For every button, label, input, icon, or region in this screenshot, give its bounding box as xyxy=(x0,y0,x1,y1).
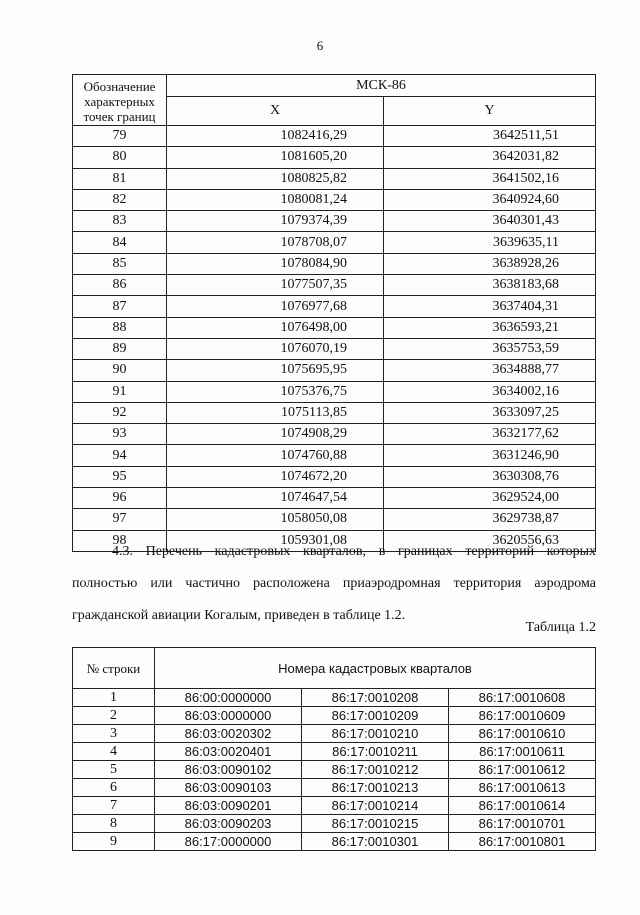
y-coordinate-cell: 3632177,62 xyxy=(384,424,596,445)
y-coordinate-cell: 3633097,25 xyxy=(384,402,596,423)
point-cell: 91 xyxy=(73,381,167,402)
table-row xyxy=(73,797,596,815)
header-x: X xyxy=(167,97,384,126)
row-number-cell: 5 xyxy=(73,761,155,779)
header-coordinate-system: МСК-86 xyxy=(167,75,596,97)
point-cell: 98 xyxy=(73,530,167,551)
row-number-cell: 3 xyxy=(73,725,155,743)
point-cell: 84 xyxy=(73,232,167,253)
y-coordinate-cell: 3634888,77 xyxy=(384,360,596,381)
cadastral-number-cell: 86:17:0010210 xyxy=(302,725,449,743)
y-coordinate-cell: 3629524,00 xyxy=(384,488,596,509)
x-coordinate-cell: 1075695,95 xyxy=(167,360,384,381)
x-coordinate-cell: 1080825,82 xyxy=(167,168,384,189)
y-coordinate-cell: 3629738,87 xyxy=(384,509,596,530)
x-coordinate-cell: 1082416,29 xyxy=(167,126,384,147)
y-coordinate-cell: 3620556,63 xyxy=(384,530,596,551)
cadastral-number-cell: 86:17:0010212 xyxy=(302,761,449,779)
table-row xyxy=(73,761,596,779)
table-row xyxy=(73,743,596,761)
cadastral-number-cell: 86:17:0010301 xyxy=(302,833,449,851)
table-row xyxy=(73,466,596,487)
point-cell: 89 xyxy=(73,338,167,359)
table-row xyxy=(73,689,596,707)
point-cell: 86 xyxy=(73,275,167,296)
cadastral-number-cell: 86:17:0010612 xyxy=(449,761,596,779)
cadastral-number-cell: 86:17:0010801 xyxy=(449,833,596,851)
cadastral-number-cell: 86:17:0000000 xyxy=(155,833,302,851)
y-coordinate-cell: 3641502,16 xyxy=(384,168,596,189)
cadastral-number-cell: 86:03:0090201 xyxy=(155,797,302,815)
point-cell: 94 xyxy=(73,445,167,466)
table-row xyxy=(73,253,596,274)
x-coordinate-cell: 1080081,24 xyxy=(167,189,384,210)
cadastral-number-cell: 86:17:0010609 xyxy=(449,707,596,725)
paragraph-text: 4.3. Перечень кадастровых кварталов, в границах территорий которых полностью или частично расположена приаэродромная территория аэродрома гражданской авиации Когалым, приведен в таблице 1.2. xyxy=(72,544,596,623)
x-coordinate-cell: 1078084,90 xyxy=(167,253,384,274)
x-coordinate-cell: 1058050,08 xyxy=(167,509,384,530)
x-coordinate-cell: 1074760,88 xyxy=(167,445,384,466)
y-coordinate-cell: 3642511,51 xyxy=(384,126,596,147)
cadastral-number-cell: 86:17:0010610 xyxy=(449,725,596,743)
x-coordinate-cell: 1075113,85 xyxy=(167,402,384,423)
y-coordinate-cell: 3636593,21 xyxy=(384,317,596,338)
header-y: Y xyxy=(384,97,596,126)
row-number-cell: 9 xyxy=(73,833,155,851)
table-row xyxy=(73,725,596,743)
table-row xyxy=(73,424,596,445)
table-row xyxy=(73,488,596,509)
x-coordinate-cell: 1078708,07 xyxy=(167,232,384,253)
cadastral-number-cell: 86:17:0010209 xyxy=(302,707,449,725)
cadastral-number-cell: 86:17:0010613 xyxy=(449,779,596,797)
cadastral-number-cell: 86:17:0010211 xyxy=(302,743,449,761)
table-row xyxy=(73,833,596,851)
y-coordinate-cell: 3631246,90 xyxy=(384,445,596,466)
point-cell: 82 xyxy=(73,189,167,210)
cadastral-number-cell: 86:03:0020302 xyxy=(155,725,302,743)
table-row xyxy=(73,402,596,423)
cadastral-table-body xyxy=(73,689,596,851)
cadastral-number-cell: 86:03:0090103 xyxy=(155,779,302,797)
x-coordinate-cell: 1076977,68 xyxy=(167,296,384,317)
cadastral-number-cell: 86:17:0010213 xyxy=(302,779,449,797)
table-row xyxy=(73,338,596,359)
table-row xyxy=(73,232,596,253)
cadastral-number-cell: 86:17:0010208 xyxy=(302,689,449,707)
page-number: 6 xyxy=(316,38,324,53)
table-row xyxy=(73,445,596,466)
table-row xyxy=(73,779,596,797)
cadastral-number-cell: 86:17:0010215 xyxy=(302,815,449,833)
cadastral-number-cell: 86:00:0000000 xyxy=(155,689,302,707)
point-cell: 93 xyxy=(73,424,167,445)
cadastral-number-cell: 86:17:0010701 xyxy=(449,815,596,833)
header-cadastral-quarters: Номера кадастровых кварталов xyxy=(155,648,596,689)
row-number-cell: 2 xyxy=(73,707,155,725)
x-coordinate-cell: 1081605,20 xyxy=(167,147,384,168)
coordinates-table-body xyxy=(73,126,596,552)
table-row xyxy=(73,707,596,725)
cadastral-number-cell: 86:03:0090102 xyxy=(155,761,302,779)
row-number-cell: 6 xyxy=(73,779,155,797)
x-coordinate-cell: 1076498,00 xyxy=(167,317,384,338)
table-row xyxy=(73,381,596,402)
cadastral-number-cell: 86:17:0010614 xyxy=(449,797,596,815)
table-row xyxy=(73,360,596,381)
x-coordinate-cell: 1074647,54 xyxy=(167,488,384,509)
cadastral-number-cell: 86:17:0010611 xyxy=(449,743,596,761)
cadastral-quarters-table xyxy=(72,647,596,851)
row-number-cell: 4 xyxy=(73,743,155,761)
point-cell: 81 xyxy=(73,168,167,189)
cadastral-number-cell: 86:03:0090203 xyxy=(155,815,302,833)
header-point-designation: Обозначение характерных точек границ xyxy=(73,75,167,126)
y-coordinate-cell: 3640924,60 xyxy=(384,189,596,210)
cadastral-number-cell: 86:17:0010608 xyxy=(449,689,596,707)
y-coordinate-cell: 3639635,11 xyxy=(384,232,596,253)
point-cell: 87 xyxy=(73,296,167,317)
table-row xyxy=(73,509,596,530)
table-row xyxy=(73,275,596,296)
point-cell: 80 xyxy=(73,147,167,168)
table-row xyxy=(73,317,596,338)
point-cell: 83 xyxy=(73,211,167,232)
point-cell: 90 xyxy=(73,360,167,381)
table-row xyxy=(73,211,596,232)
row-number-cell: 1 xyxy=(73,689,155,707)
x-coordinate-cell: 1077507,35 xyxy=(167,275,384,296)
point-cell: 96 xyxy=(73,488,167,509)
x-coordinate-cell: 1075376,75 xyxy=(167,381,384,402)
x-coordinate-cell: 1076070,19 xyxy=(167,338,384,359)
y-coordinate-cell: 3642031,82 xyxy=(384,147,596,168)
y-coordinate-cell: 3634002,16 xyxy=(384,381,596,402)
y-coordinate-cell: 3635753,59 xyxy=(384,338,596,359)
coordinates-table xyxy=(72,74,596,552)
x-coordinate-cell: 1074672,20 xyxy=(167,466,384,487)
point-cell: 79 xyxy=(73,126,167,147)
y-coordinate-cell: 3640301,43 xyxy=(384,211,596,232)
point-cell: 85 xyxy=(73,253,167,274)
x-coordinate-cell: 1074908,29 xyxy=(167,424,384,445)
table-row xyxy=(73,126,596,147)
y-coordinate-cell: 3638183,68 xyxy=(384,275,596,296)
y-coordinate-cell: 3637404,31 xyxy=(384,296,596,317)
x-coordinate-cell: 1079374,39 xyxy=(167,211,384,232)
cadastral-number-cell: 86:17:0010214 xyxy=(302,797,449,815)
row-number-cell: 8 xyxy=(73,815,155,833)
point-cell: 88 xyxy=(73,317,167,338)
table-caption: Таблица 1.2 xyxy=(525,620,596,635)
point-cell: 95 xyxy=(73,466,167,487)
paragraph-4-3 xyxy=(72,536,596,632)
y-coordinate-cell: 3638928,26 xyxy=(384,253,596,274)
table-row xyxy=(73,189,596,210)
cadastral-number-cell: 86:03:0020401 xyxy=(155,743,302,761)
y-coordinate-cell: 3630308,76 xyxy=(384,466,596,487)
table-row xyxy=(73,296,596,317)
table-row xyxy=(73,815,596,833)
header-row-number: № строки xyxy=(73,648,155,689)
cadastral-number-cell: 86:03:0000000 xyxy=(155,707,302,725)
x-coordinate-cell: 1059301,08 xyxy=(167,530,384,551)
row-number-cell: 7 xyxy=(73,797,155,815)
point-cell: 92 xyxy=(73,402,167,423)
table-row xyxy=(73,147,596,168)
point-cell: 97 xyxy=(73,509,167,530)
table-row xyxy=(73,168,596,189)
